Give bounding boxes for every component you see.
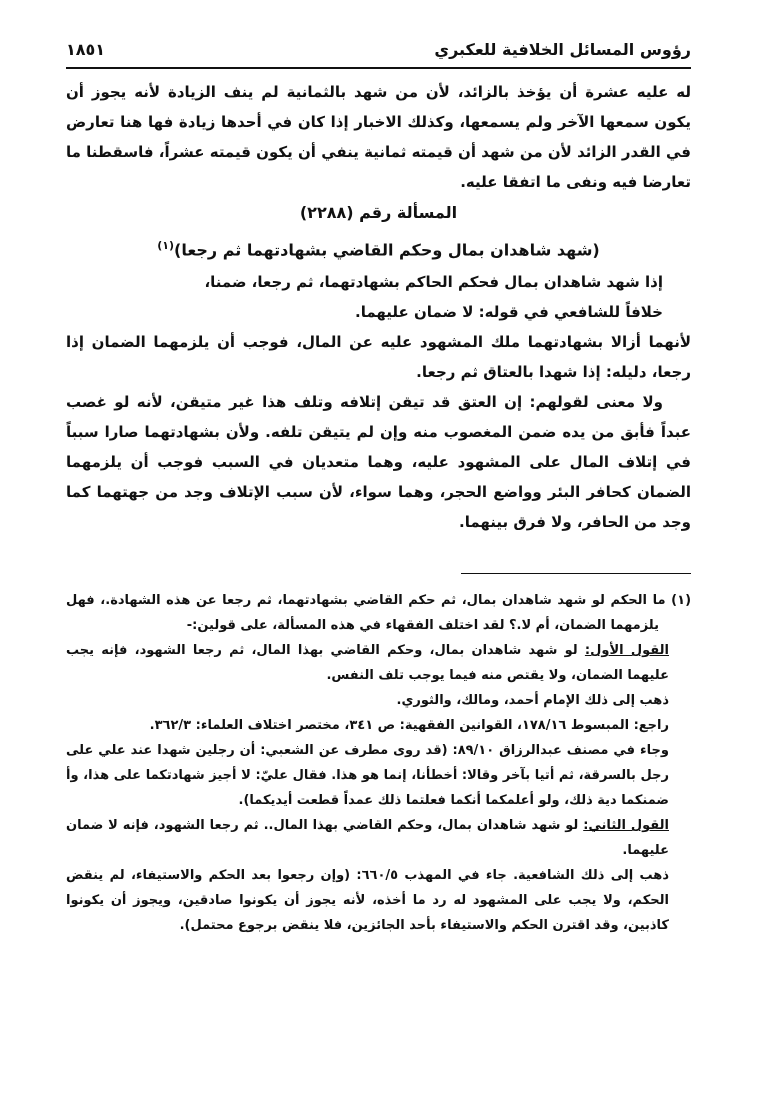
first-opinion-holders: ذهب إلى ذلك الإمام أحمد، ومالك، والثوري. (396, 693, 669, 709)
issue-heading: المسألة رقم (٢٢٨٨) (299, 203, 458, 222)
footnote-separator (461, 573, 691, 574)
references: راجع: المبسوط ١٧٨/١٦، القوانين الفقهية: ص ٣٤١، مختصر اختلاف العلماء: ٣٦٢/٣. (149, 718, 669, 734)
footnote-marker: (١) (671, 593, 692, 609)
first-opinion-label: القول الأول: (584, 643, 669, 659)
issue-title-text: (شهد شاهدان بمال وحكم القاضي بشهادتهما ثم رجعا) (174, 240, 600, 260)
second-opinion-label: القول الثاني: (583, 818, 669, 834)
issue-title (66, 229, 691, 267)
evidence-paragraph: لأنهما أزالا بشهادتهما ملك المشهود عليه عن المال، فوجب أن يلزمهما الضمان إذا رجعا، دليله: إذا شهدا بالعتاق ثم رجعا. (66, 333, 691, 382)
footnote-1 (66, 588, 691, 638)
footnote-1-text: ما الحكم لو شهد شاهدان بمال، ثم حكم القاضي بشهادتهما، ثم رجعا عن هذه الشهادة.، فهل يلزمهما الضمان، أم لا.؟ لقد اختلف الفقهاء في هذه المسألة، على قولين:- (66, 593, 666, 634)
intro-paragraph: له عليه عشرة أن يؤخذ بالزائد، لأن من شهد بالثمانية لم ينف الزيادة لأنه يجوز أن يكون سمعها الآخر ولم يسمعها، وكذلك الاخبار إذا كان في أحدها زيادة فها هنا تعارض في القدر الزائد لأن من شهد أن قيمته ثمانية ينفي أن يكون قيمته عشراً، فاسقطنا ما تعارضا فيه ونفى ما اتفقا عليه. (66, 83, 691, 191)
first-opinion (66, 638, 691, 688)
first-opinion-text: لو شهد شاهدان بمال، وحكم القاضي بهذا المال، ثم رجعا الشهود، فإنه يجب عليهما الضمان، ولا يقتص منه فيما يوجب تلف النفس. (66, 643, 669, 684)
second-opinion-text: لو شهد شاهدان بمال، وحكم القاضي بهذا المال.. ثم رجعا الشهود، فإنه لا ضمان عليهما. (66, 818, 669, 859)
rebuttal-paragraph: ولا معنى لقولهم: إن العتق قد تيقن إتلافه وتلف هذا غير متيقن، لأنه لو غصب عبداً فأبق من يده ضمن المغصوب منه وإن لم يتيقن تلفه. ولأن بشهادتهما صارا سبباً في إتلاف المال على المشهود عليه، وهما متعديان في السبب فوجب أن يلزمهما الضمان كحافر البئر وواضع الحجر، وهما سواء، لأن سبب الإتلاف وجد من جهتهما كما وجد من الحافر، ولا فرق بينهما. (66, 393, 691, 532)
narration: وجاء في مصنف عبدالرزاق ٨٩/١٠: (قد روى مطرف عن الشعبي: أن رجلين شهدا عند علي على رجل بالسرقة، ثم أتيا بآخر وقالا: أخطأنا، إنما هو هذا. فقال عليّ: لا أجيز شهادتكما على هذا، وأ ضمنكما دية ذلك، ولو أعلمكما أنكما فعلتما ذلك عمداً قطعت أيديكما). (66, 743, 670, 809)
page-number: ١٨٥١ (66, 40, 106, 59)
main-text (66, 77, 691, 537)
dissent-paragraph: خلافاً للشافعي في قوله: لا ضمان عليهما. (355, 303, 663, 322)
second-opinion (66, 813, 691, 863)
footnotes (66, 588, 691, 938)
page-header (66, 40, 691, 65)
header-rule (66, 67, 691, 69)
footnote-reference[interactable]: (١) (157, 239, 175, 252)
running-title: رؤوس المسائل الخلافية للعكبري (434, 40, 691, 59)
ruling-paragraph: إذا شهد شاهدان بمال فحكم الحاكم بشهادتهما، ثم رجعا، ضمنا، (204, 273, 663, 292)
second-opinion-holders: ذهب إلى ذلك الشافعية. جاء في المهذب ٦٦٠/٥: (وإن رجعوا بعد الحكم والاستيفاء، لم ينقض الحكم، ولا يجب على المشهود له رد ما أخذه، لأنه يجوز أن يكونوا صادقين، ويجوز أن يكونوا كاذبين، وقد اقترن الحكم والاستيفاء بأحد الجائزين، فلا ينقض برجوع محتمل). (66, 868, 669, 934)
